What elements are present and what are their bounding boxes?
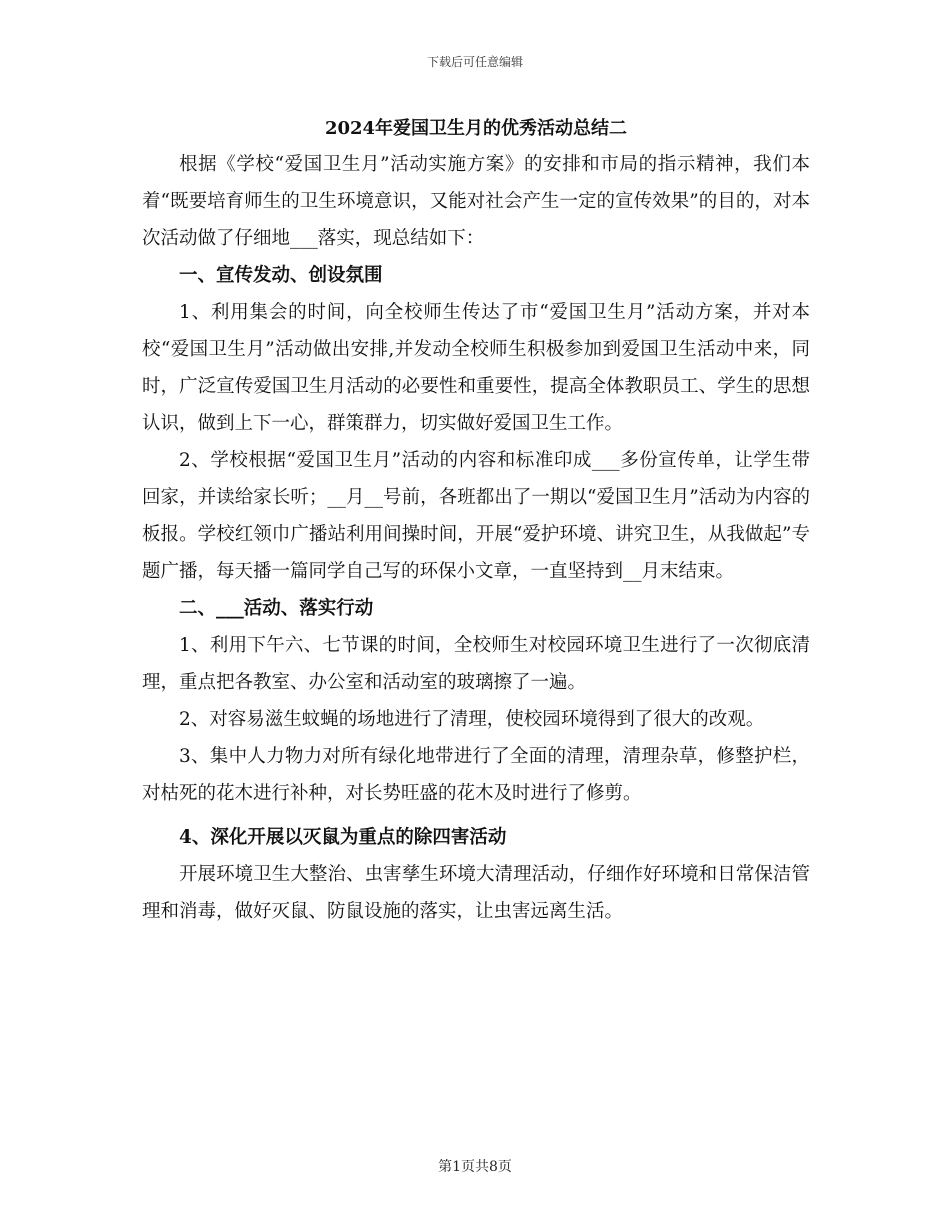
document-body — [142, 112, 810, 930]
section-2-paragraph-1: 1、利用下午六、七节课的时间，全校师生对校园环境卫生进行了一次彻底清理，重点把各教室、办公室和活动室的玻璃擦了一遍。 — [142, 635, 810, 693]
section-1-paragraph-1: 1、利用集会的时间，向全校师生传达了市“爱国卫生月”活动方案，并对本校“爱国卫生月”活动做出安排,并发动全校师生积极参加到爱国卫生活动中来，同时，广泛宣传爱国卫生月活动的必要性和重要性，提高全体教职员工、学生的思想认识，做到上下一心，群策群力，切实做好爱国卫生工作。 — [142, 302, 810, 434]
section-4-heading: 4、深化开展以灭鼠为重点的除四害活动 — [179, 827, 507, 848]
section-2-paragraph-3: 3、集中人力物力对所有绿化地带进行了全面的清理，清理杂草，修整护栏，对枯死的花木进行补种，对长势旺盛的花木及时进行了修剪。 — [142, 746, 810, 804]
section-4-paragraph-1: 开展环境卫生大整治、虫害孳生环境大清理活动，仔细作好环境和日常保洁管理和消毒，做好灭鼠、防鼠设施的落实，让虫害远离生活。 — [142, 864, 810, 922]
intro-paragraph: 根据《学校“爱国卫生月”活动实施方案》的安排和市局的指示精神，我们本着“既要培育师生的卫生环境意识，又能对社会产生一定的宣传效果”的目的，对本次活动做了仔细地___落实，现总结如下： — [142, 154, 810, 249]
section-1-paragraph-2: 2、学校根据“爱国卫生月”活动的内容和标准印成___多份宣传单，让学生带回家，并读给家长听；__月__号前，各班都出了一期以“爱国卫生月”活动为内容的板报。学校红领巾广播站利用间操时间，开展“爱护环境、讲究卫生，从我做起”专题广播，每天播一篇同学自己写的环保小文章，一直坚持到__月末结束。 — [142, 450, 810, 582]
page-number: 第1页共8页 — [438, 1159, 512, 1175]
section-2-heading: 二、___活动、落实行动 — [179, 598, 374, 619]
page-header-note: 下载后可任意编辑 — [426, 55, 523, 69]
section-2-paragraph-2: 2、对容易滋生蚊蝇的场地进行了清理，使校园环境得到了很大的改观。 — [179, 709, 765, 730]
section-1-heading: 一、宣传发动、创设氛围 — [179, 265, 383, 286]
document-title: 2024年爱国卫生月的优秀活动总结二 — [324, 118, 628, 139]
